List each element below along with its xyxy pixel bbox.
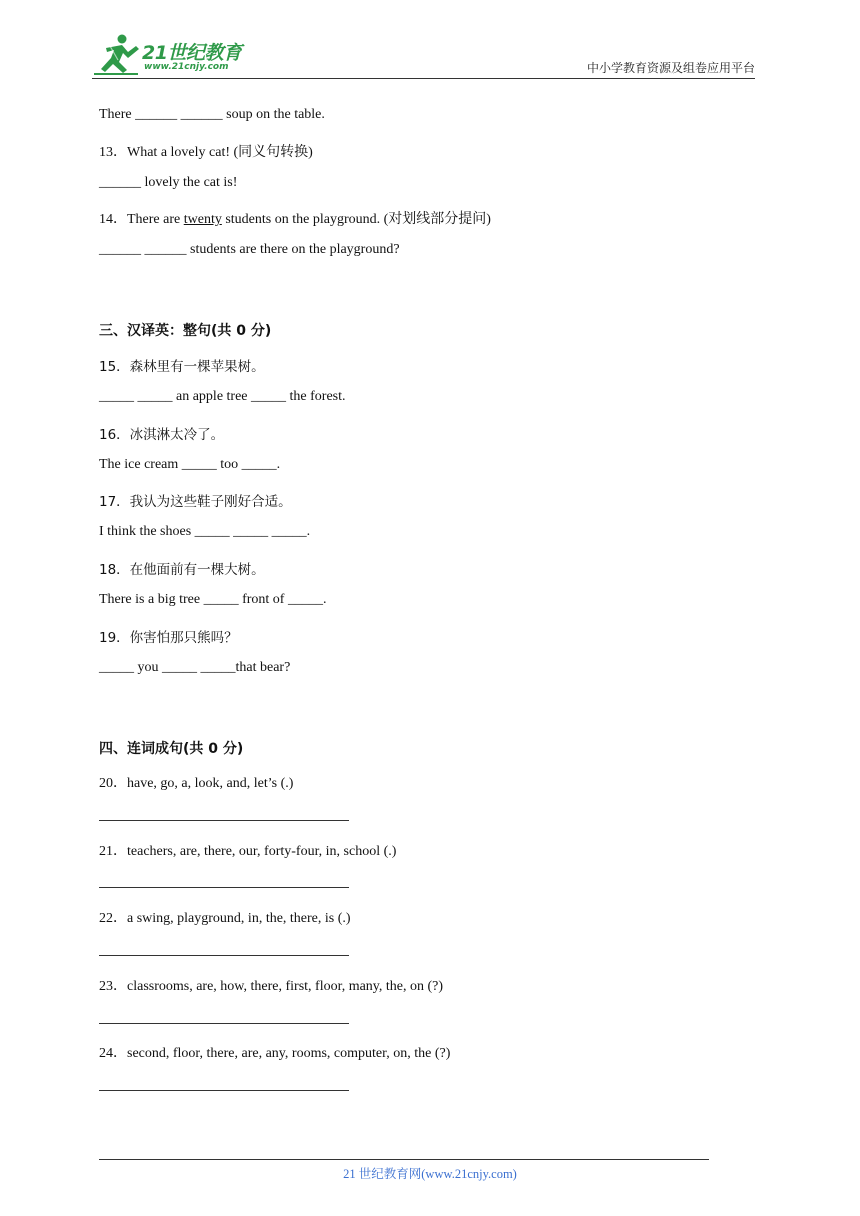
- question-20: 20．have, go, a, look, and, let’s (.): [99, 776, 294, 791]
- answer-line-13: ______ lovely the cat is!: [99, 175, 238, 190]
- answer-blank-22: [99, 955, 349, 956]
- answer-line-18: There is a big tree _____ front of _____.: [99, 592, 327, 607]
- underlined-word: twenty: [183, 212, 222, 227]
- answer-blank-21: [99, 887, 349, 888]
- answer-line-12: There ______ ______ soup on the table.: [99, 107, 325, 122]
- page-header: [92, 30, 755, 78]
- question-16: 16．冰淇淋太冷了。: [99, 427, 225, 443]
- answer-blank-24: [99, 1090, 349, 1091]
- footer-divider: [99, 1159, 709, 1160]
- answer-line-19: _____ you _____ _____that bear?: [99, 660, 291, 675]
- question-21: 21．teachers, are, there, our, forty-four, in, school (.): [99, 844, 397, 859]
- section-4-title: 四、连词成句(共 0 分): [99, 741, 244, 757]
- header-divider: [92, 78, 755, 79]
- question-15: 15．森林里有一棵苹果树。: [99, 359, 265, 375]
- runner-logo-icon: [92, 32, 142, 76]
- footer-link[interactable]: 21 世纪教育网(www.21cnjy.com): [343, 1167, 517, 1181]
- question-13: 13．What a lovely cat! (同义句转换): [99, 145, 313, 160]
- section-3-title: 三、汉译英：整句(共 0 分): [99, 323, 272, 339]
- question-18: 18．在他面前有一棵大树。: [99, 562, 265, 578]
- answer-line-17: I think the shoes _____ _____ _____.: [99, 524, 311, 539]
- question-14-prefix: 14．There are: [99, 212, 184, 227]
- question-17: 17．我认为这些鞋子刚好合适。: [99, 494, 292, 510]
- question-19: 19．你害怕那只熊吗？: [99, 630, 238, 646]
- logo-text: 21世纪教育: [142, 42, 242, 64]
- logo-url: www.21cnjy.com: [144, 62, 229, 72]
- answer-line-16: The ice cream _____ too _____.: [99, 457, 281, 472]
- question-22: 22．a swing, playground, in, the, there, is (.): [99, 911, 351, 926]
- header-platform-text: 中小学教育资源及组卷应用平台: [586, 61, 755, 75]
- answer-blank-23: [99, 1023, 349, 1024]
- question-14: [99, 208, 491, 228]
- question-23: 23．classrooms, are, how, there, first, floor, many, the, on (?): [99, 979, 444, 994]
- answer-line-14: ______ ______ students are there on the playground?: [99, 242, 400, 257]
- question-24: 24．second, floor, there, are, any, rooms, computer, on, the (?): [99, 1046, 451, 1061]
- question-14-suffix: students on the playground. (对划线部分提问): [221, 212, 491, 227]
- answer-blank-20: [99, 820, 349, 821]
- logo: [92, 32, 262, 76]
- answer-line-15: _____ _____ an apple tree _____ the forest.: [99, 389, 346, 404]
